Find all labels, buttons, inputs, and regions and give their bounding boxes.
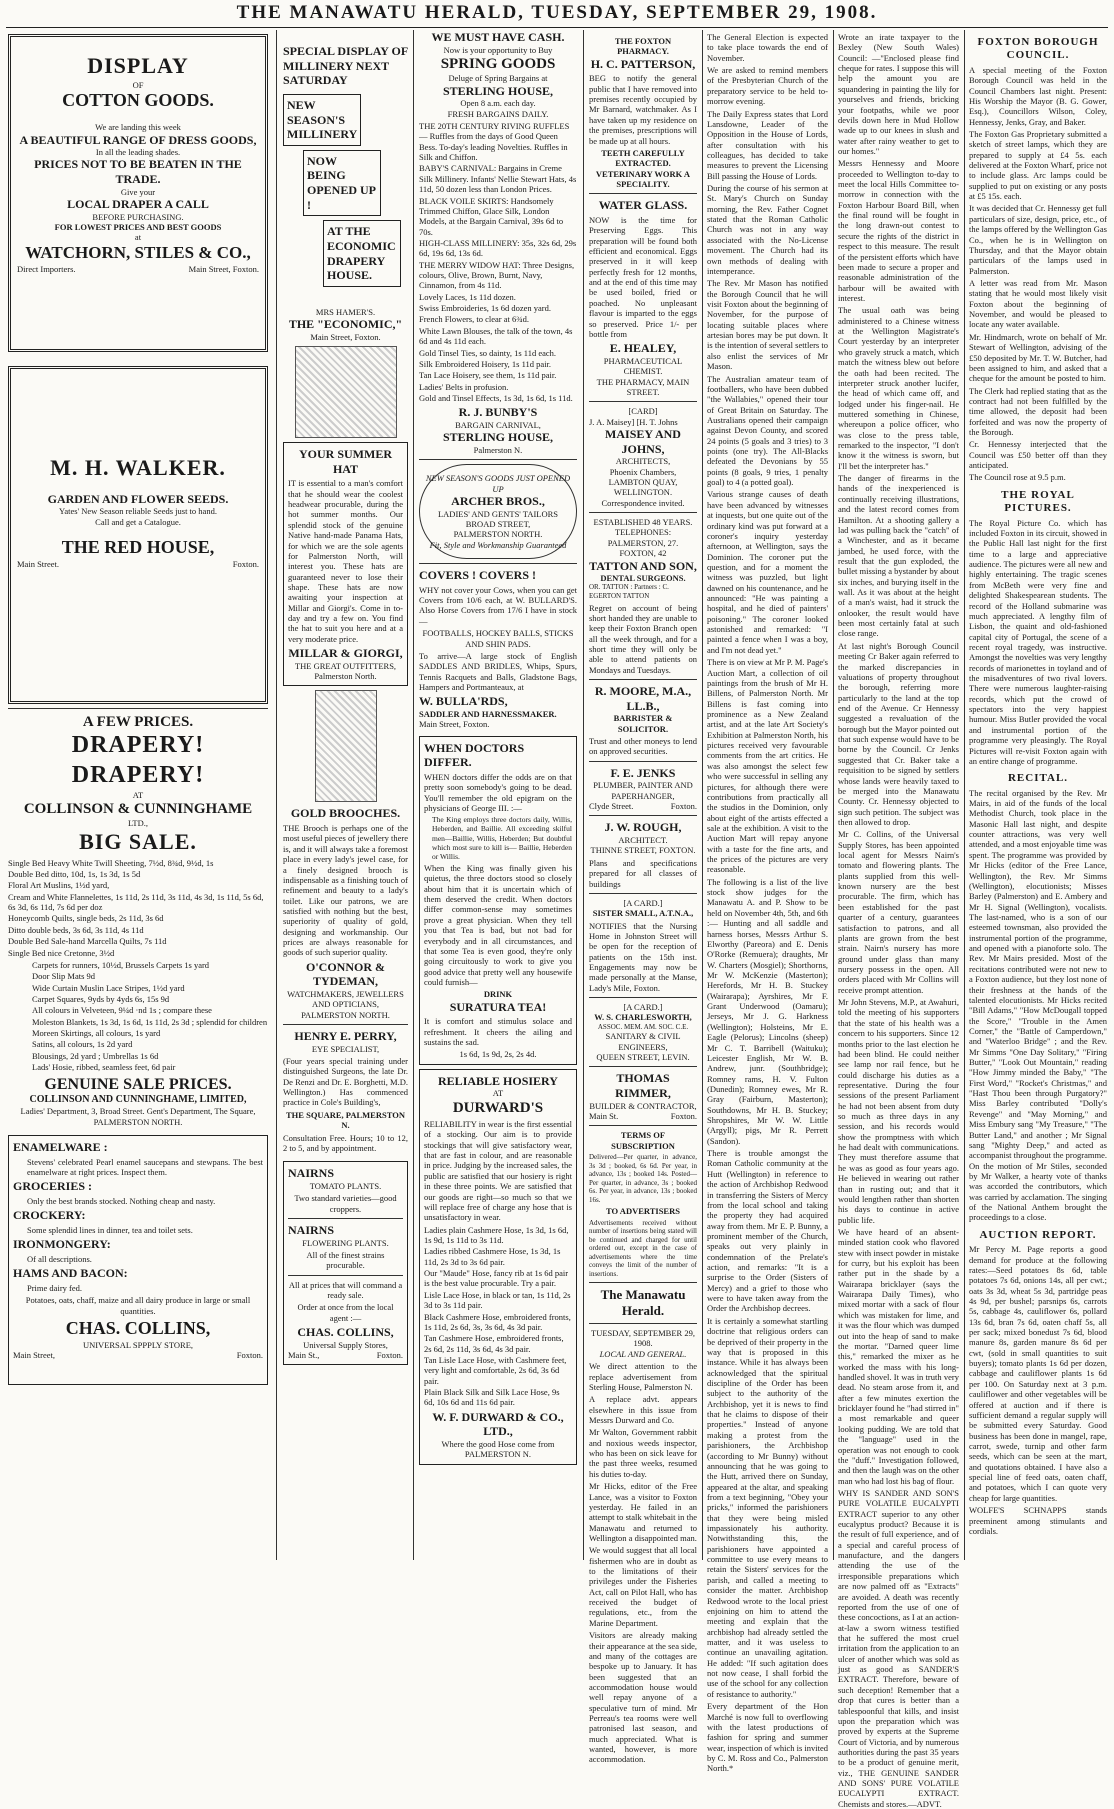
ad-cotton-line7: BEFORE PURCHASING.: [92, 211, 184, 222]
column-1: [8, 30, 268, 1560]
column-4: [589, 30, 697, 1765]
bargain-item: BABY'S CARNIVAL: Bargains in Creme Silk Millinery. Infants' Nellie Stewart Hats, 4s 11d, 50 dozen less than London Prices.: [419, 163, 577, 195]
ad-collinson-firm: COLLINSON & CUNNINGHAME: [23, 801, 253, 818]
millinery-mrs: MRS HAMER'S.: [315, 306, 376, 317]
archer-town: PALMERSTON NORTH.: [453, 529, 543, 540]
bargain-item: THE MERRY WIDOW HAT: Three Designs, colours, Olive, Brown, Burnt, Navy, Cinnamon, from 4s 11d.: [419, 259, 575, 291]
ad-walker-left: Main Street.: [17, 559, 60, 570]
column-7: [969, 30, 1107, 1560]
gold-firm: O'CONNOR & TYDEMAN,: [306, 959, 385, 989]
rough-text: Plans and specifications prepared for all classes of buildings: [589, 857, 697, 889]
price-item: Moleston Blankets, 1s 3d, 1s 6d, 1s 11d, 2s 3d ; splendid for children: [32, 1016, 268, 1027]
doctors-suratura: SURATURA TEA!: [449, 999, 547, 1014]
charles-sub2: SANITARY & CIVIL ENGINEERS,: [605, 1031, 681, 1052]
ad-collinson-items2: [8, 960, 268, 1073]
ad-collins-h5: HAMS AND BACON:: [13, 1266, 128, 1281]
ad-collinson-ltd: LTD.,: [128, 818, 148, 829]
healey-sub: PHARMACEUTICAL CHEMIST.: [603, 355, 683, 377]
news-paragraph: WHY IS SANDER AND SON'S PURE VOLATILE EUCALYPTI EXTRACT superior to any other eucalyptus product? Because it is the result of full experience, and of a special and careful process of manufacture, and the dangers attending the use of the irresponsible preparations which are now palmed off as "Extracts" are avoided. A death was recently reported from the use of one of these concoctions, as I at an action-at-law a sworn witness testified that he suffered the most cruel irritation from the application to an ulcer of another which was sold as just as good as SANDER'S EXTRACT. Therefore, beware of such deception! Remember that a drop that cures is better than a tablespoonful that kills, and insist upon the preparation which was proved by experts at the Supreme Court of Victoria, and by numerous authorities during the past 35 years to be a product of genuine merit, viz., THE GENUINE SANDER AND SONS' PURE VOLATILE EUCALYPTI EXTRACT. Chemists and stores.—ADVT.: [838, 1487, 959, 1809]
terms-text: Delivered—Per quarter, in advance, 3s 3d ; booked, 6s 6d. Per year, in advance, 13s ; booked 14s. Posted—Per quarter, in advance, 3s ; booked 6s. Per year, in advance, 13s ; booked 16s.: [589, 1153, 697, 1204]
news-paragraph: It is certainly a somewhat startling doctrine that religious orders can be deprived of their property in the way that is proposed in this instance. While it has always been acknowledged that the spiritual discipline of the Order has been subject to the authority of the Archbishop, yet it is news to find that he claims to dispose of their properties." Instead of anyone making a protest from the parishioners, the Archbishop (according to Mr Bunny) without announcing that he was going to the Hutt, arrived there on Sunday, appeared at the altar, and speaking from a text beginning, "Obey your pricks," informed the parishioners that they were being misled impassionately his authority. Notwithstanding this, the parishioners have appointed a committee to use every means to retain the Sisters' services for the parish, and called a meeting to consider the matter. Archbishop Redwood wrote to the local priest enjoining on him to attend the meeting and explain that the archbishop had already settled the matter, and it was useless to continue an unavailing agitation. He added: "If such agitation does not now cease, I shall forbid the use of the school for any collection of resistance to authority.": [707, 1315, 828, 1699]
small-name: SISTER SMALL, A.T.N.A.,: [592, 908, 694, 919]
small-card: [A CARD.]: [623, 897, 663, 908]
hat-title: YOUR SUMMER HAT: [299, 447, 392, 476]
bullard-name: W. BULLA'RDS,: [419, 694, 508, 709]
column-3: [419, 30, 577, 1560]
doctors-text: WHEN doctors differ the odds are on that pretty soon somebody's going to be dead. You'll remember the old epigram on the physicians of George III. :—: [424, 771, 572, 813]
ad-cotton-left: Direct Importers.: [17, 263, 76, 274]
bargain-item: HIGH-CLASS MILLINERY: 35s, 32s 6d, 29s 6d, 19s 6d, 13s 6d.: [419, 237, 577, 259]
council-paragraph: A letter was read from Mr. Mason stating that he would most likely visit Foxton about the beginning of November, and would be pleased to locate any water available.: [969, 278, 1107, 330]
pharmacy-title: THE FOXTON PHARMACY.: [614, 36, 672, 57]
covers-title: COVERS ! COVERS !: [419, 568, 537, 583]
patterson-text: BEG to notify the general public that I have removed into premises recently occupied by Mr Barnard, watchmaker. As I have taken up my residence on the premises, prescriptions will be made up at all hours.: [589, 73, 697, 146]
gold-text: THE Brooch is perhaps one of the most useful pieces of jewellery there is, and it will always take a foremost place in every lady's jewel case, for a finely designed brooch is indispensable as a finishing touch of refinement and beauty to a lady's toilet. Like our patrons, we are satisfied with nothing but the best, superiority of quality of gold, designing and workmanship. Our prices are always reasonable for goods of such superior quality.: [283, 823, 408, 958]
charles-addr: QUEEN STREET, LEVIN.: [596, 1052, 690, 1063]
price-item: Door Slip Mats 9d: [32, 971, 96, 982]
ad-cotton-line2: A BEAUTIFUL RANGE OF DRESS GOODS,: [19, 132, 257, 147]
hat-sub: THE GREAT OUTFITTERS,: [294, 660, 397, 671]
news-paragraph: We are asked to remind members of the Presbyterian Church of the preparatory service to be held to-morrow evening.: [707, 65, 828, 107]
water-text: NOW is the time for Preserving Eggs. This preparation will be found both efficient and economical. Eggs preserved in it will keep perfectly fresh for 12 months, and at the end of this time may be used boiled, fried or poached. No unpleasant flavour is imparted to the eggs so preserved. Price 1/- per bottle from: [589, 214, 697, 339]
ad-cotton-line3: In all the leading shades.: [95, 147, 181, 158]
archer-arc: NEW SEASON'S GOODS JUST OPENED UP: [425, 473, 571, 494]
perry-text: (Four years special training under distinguished Surgeons, the late Dr. De Renzi and Dr. E. Borghetti, M.D. Wellington.) Has commenced practice in Cole's Building's,: [283, 1056, 408, 1108]
news-paragraph: Various strange causes of death have been advanced by witnesses at inquests, but one quite out of the ordinary kind was put forward at a coroner's inquiry yesterday afternoon, at Wellington, says the Dominion. The coroner put the question, and for a moment the witness was puzzled, but light dawned on his countenance, and he announced: "He was painting a hospital, and he died of painters' poisoning." The coroner looked astonished and remarked: "I painted a fence when I was a boy, and I'm not dead yet.": [707, 489, 828, 655]
moore-name: R. MOORE, M.A., LL.B.,: [594, 684, 692, 713]
adv-text: Advertisements received without number of insertions being stated will be continued and charged for until ordered out, except in the case of advertisements where the time conveys the limit of the number of insertions.: [589, 1218, 697, 1278]
price-item: Double Bed Sale-hand Marcella Quilts, 7s 11d: [8, 936, 167, 947]
price-item: All colours in Velveteen, 9¼d ·nd 1s ; compare these: [32, 1005, 212, 1016]
gold-title: GOLD BROOCHES.: [290, 806, 401, 821]
jenks-sub: PLUMBER, PAINTER AND PAPERHANGER,: [593, 780, 693, 801]
moore-sub: BARRISTER & SOLICITOR.: [613, 713, 673, 734]
nairns-collins-sub: Universal Supply Stores,: [303, 1339, 388, 1350]
rimmer-sub: BUILDER & CONTRACTOR,: [589, 1100, 697, 1111]
ad-collins-store: UNIVERSAL SPPPLY STORE,: [82, 1339, 194, 1350]
news-paragraph: At last night's Borough Council meeting Cr Baker again referred to the marked discrepancies in valuations of property throughout the borough, referring more particularly to the land at the top end of the Avenue. Cr Hennessy suggested a revaluation of the borough but the Mayor pointed out that such expense would have to be borne by the Council. Cr Jenks suggested that Cr. Baker take a requisition to be signed by settlers whose lands were heavily taxed to be merged into the Manawatu County. Cr. Hennessy objected to sign such petition. The subject was then allowed to drop.: [838, 640, 959, 827]
ad-chas-collins: [8, 1135, 268, 1385]
sterling-cash: WE MUST HAVE CASH.: [431, 30, 565, 44]
millinery-box3: AT THE ECONOMIC DRAPERY HOUSE.: [323, 220, 401, 287]
healey-name: E. HEALEY,: [609, 341, 677, 356]
adv-title: TO ADVERTISERS: [606, 1206, 680, 1217]
jenks-left: Clyde Street.: [589, 801, 634, 812]
column-divider: [413, 30, 414, 1560]
herald-name: The Manawatu Herald.: [600, 1287, 686, 1319]
ad-collins-t2: Only the best brands stocked. Nothing cheap and nasty.: [27, 1195, 216, 1206]
sterling-opp: Now is your opportunity to Buy: [443, 44, 553, 55]
rimmer-right: Foxton.: [670, 1111, 697, 1122]
price-item: Cream and White Flannelettes, 1s 11d, 2s 11d, 3s 11d, 4s 3d, 1s 11d, 5s 6d, 6s 3d, 6s 11d, 7s 6d per doz: [8, 891, 264, 913]
bullard-sub: SADDLER AND HARNESSMAKER.: [419, 708, 557, 719]
masthead: THE MANAWATU HERALD, TUESDAY, SEPTEMBER 29, 1908.: [236, 2, 878, 23]
tatton-tele: TELEPHONES: PALMERSTON, 27. FOXTON, 42: [607, 527, 679, 559]
bunby-town: Palmerston N.: [473, 444, 523, 455]
ad-collinson-genuine: GENUINE SALE PRICES.: [44, 1075, 232, 1093]
schnapps-text: WOLFE'S SCHNAPPS stands preeminent among stimulants and cordials.: [969, 1505, 1107, 1536]
hat-town: Palmerston North.: [314, 671, 377, 682]
maisey-card: [CARD]: [628, 406, 658, 417]
archer-sub: LADIES' AND GENTS' TAILORS: [437, 508, 559, 519]
tatton-estab: ESTABLISHED 48 YEARS.: [593, 517, 693, 528]
hosiery-item: Lisle Lace Hose, in black or tan, 1s 11d, 2s 3d to 3s 11d pair.: [424, 1289, 571, 1311]
price-item: Carpet Squares, 9yds by 4yds 6s, 15s 9d: [32, 993, 170, 1004]
news-paragraph: The usual oath was being administered to a Chinese witness at the Wellington Magistrate's Court yesterday by an interpreter who gravely struck a match, which match the witness blew out before the oath had been recited. The interpreter struck another lucifer, the head of which came off, and lodged under his finger-nail. He muttered something in Chinese, whereupon a police officer, who was close to the press table, remarked to the inspector, "I don't know it the witness is sworn, but I'll bet the interpreter has.": [838, 305, 959, 471]
ad-walker: [8, 366, 268, 704]
price-item: Honeycomb Quilts, single beds, 2s 11d, 3s 6d: [8, 913, 164, 924]
maisey-names: J. A. Maisey] [H. T. Johns: [589, 416, 678, 427]
tatton-name: TATTON AND SON,: [589, 558, 697, 573]
rimmer-name: THOMAS RIMMER,: [615, 1071, 671, 1101]
archer-name: ARCHER BROS.,: [451, 494, 545, 509]
bunby-house: STERLING HOUSE,: [442, 430, 554, 445]
ad-cotton-line4: PRICES NOT TO BE BEATEN IN THE TRADE.: [34, 157, 242, 187]
auction-title: AUCTION REPORT.: [979, 1228, 1097, 1241]
council-paras: [969, 65, 1107, 483]
archer-ad: [419, 464, 577, 559]
news-paragraph: We have heard of an absent-minded station cook who flavored stew with insect powder in mistake for curry, but his exploit has been rather put in the shade by a Wairarapa bricklayer (says the Wairarapa Daily Times), who mixed mortar with a sack of flour which was mistaken for lime, and it was the flour which was dumped out into the heap of sand to make the mortar. "Darned queer lime this," remarked the mixer as he worked the mass with his long-handled shovel. It was in truth very dead. No steam arose from it, and after a few minutes exertion the bricklayer found he "had stirred in" a most remarkable and queer looking pudding. We are told that the "language" used in the operation was not enough to cook the "duff." Investigation followed, and then the laugh was on the other man who had lost his bag of flour.: [838, 1226, 959, 1486]
nairns1-sub: TOMATO PLANTS.: [309, 1180, 382, 1191]
small-text: NOTIFIES that the Nursing Home in Johnston Street will be open for the reception of patients on the 15th inst. Engagements may now be made personally at the Manse, Lady's Mile, Foxton.: [589, 920, 697, 993]
local-paras: [589, 1361, 697, 1765]
hosiery-at: AT: [492, 1088, 504, 1099]
bargain-item: French Flowers, to clear at 6¾d.: [419, 314, 529, 325]
ad-cotton-right: Main Street, Foxton.: [188, 263, 259, 274]
bargain-item: Gold Tinsel Ties, so dainty, 1s 11d each.: [419, 347, 557, 358]
bargain-item: THE 20TH CENTURY RIVING RUFFLES— Ruffles from the days of Good Queen Bess. To-day's leading Novelties. Ruffles in Silk and Chiffon.: [419, 120, 570, 163]
ad-collinson-top: A FEW PRICES.: [82, 714, 194, 730]
bargain-item: BLACK VOILE SKIRTS: Handsomely Trimmed Chiffon, Glace Silk, London Models, at the Bargain Carnival, 39s 6d to 70s.: [419, 195, 564, 237]
column-divider: [276, 30, 277, 1560]
price-item: Single Bed nice Cretonne, 3½d: [8, 947, 115, 958]
herald-date: TUESDAY, SEPTEMBER 29, 1908.: [591, 1328, 695, 1349]
hosiery-items: [424, 1225, 572, 1408]
recital-title: RECITAL.: [1007, 772, 1069, 785]
ad-cotton-line6: LOCAL DRAPER A CALL: [67, 197, 209, 212]
news-paragraph: Every department of the Hon Marché is now full to overflowing with the latest productions of fashion for spring and summer wear, inspection of which is invited by C. M. Ross and Co., Palmerston North.*: [707, 1701, 828, 1774]
millinery-addr: Main Street, Foxton.: [310, 331, 381, 342]
ad-collins-left: Main Street,: [13, 1350, 56, 1361]
doctors-verse: The King employs three doctors daily, Willis, Heberden, and Baillie. All exceeding skilful men—Baillie, Willis, Heberden; But doubtful which most sure to kill is— Baillie, Heberden or Willis.: [432, 815, 572, 861]
council-paragraph: The Council rose at 9.5 p.m.: [969, 472, 1066, 483]
hosiery-text: RELIABILITY in wear is the first essential of a stocking. Our aim is to provide stockings that will give satisfactory wear, that are fast in colour, and are reasonable in price. Judging by the increased sales, the public are satisfied that our hosiery is right in these three points. We are satisfied that our goods are right—so much so that we will replace free of charge any hose that is unsatisfactory in wear.: [424, 1119, 572, 1223]
bullard-addr: Main Street, Foxton.: [419, 719, 490, 730]
gold-sub: WATCHMAKERS, JEWELLERS AND OPTICIANS,: [287, 988, 404, 1010]
maisey-corr: Correspondence invited.: [601, 497, 685, 508]
column-divider: [583, 30, 584, 1560]
price-item: Floral Art Muslins, 1½d yard,: [8, 880, 110, 891]
news-paragraph: Mr Walton, Government rabbit and noxious weeds inspector, who has been on sick leave for the past three weeks, resumed his duties to-day.: [589, 1427, 697, 1479]
doctors-drink: DRINK: [483, 989, 513, 1000]
ad-collins-t3: Some splendid lines in dinner, tea and toilet sets.: [27, 1224, 193, 1235]
ad-walker-line1: GARDEN AND FLOWER SEEDS.: [47, 491, 229, 506]
gold-town: PALMERSTON NORTH.: [301, 1009, 390, 1020]
news-paragraph: Mr C. Collins, of the Universal Supply Stores, has been appointed local agent for Messrs Nairn's tomato and flowering plants. The plants supplied from this well-known nursery are the best procurable. The firm, which has been established for the past quarter of a century, guarantees satisfaction to patrons, and all plants are grown from the best strain. Nairn's nursery has more ground under glass than many nursery possess in the open. All orders placed with Mr Collins will receive prompt attention.: [838, 829, 959, 995]
recital-text: The recital organised by the Rev. Mr Mairs, in aid of the funds of the local Methodist Church, took place in the Masonic Hall last night, and despite counter attractions, was very well attended, and a most enjoyable time was spent. The programme was provided by Mr Hicks (editor of the Free Lance, Wellington), the Rev. Mr Simms (Wellington), elocutionists; Misses Barley (Palmerston) and E. Ambery and Mr H. Signal (Wellington), vocalists. The last-named, who is a son of our esteemed townsman, also provided the instrumental portion of the programme, and opened with a pianoforte solo. The Rev. Mr Mairs presided. Most of the recitations contributed were not new to a Foxton audience, but they lost none of their freshness at the hands of the talented elocutionists. Mr Hicks recited "Bill Adams," "How McDougall topped the Score," "Trouble in the Amen Corner," the "Battle of Camperdown," and "Waterloo Bridge" ; and the Rev. Mr Simms "One Day Solitary," "Firing Butter," "Look Out Mountain," reading "How Jimmy minded the Baby," "The First Word," "Rocket's Christmas," and "Hast Thou been through Purgatory?" Miss Barley contributed "Dolly's Revenge" and "May Morning," and Miss Embury sang "My Treasure," "The Butter Land," and another ; Mr Signal sang "Mighty Deep," and acted as accompanist throughout the programme. On the motion of Mr Stiles, seconded by Mr Walker, a hearty vote of thanks was accorded the contributors, which was carried by acclamation. The singing of the National Anthem brought the proceedings to a close.: [969, 787, 1107, 1223]
news-paragraph: Wrote an irate taxpayer to the Bexley (New South Wales) Council: —"Enclosed please find cheque for rates. I suppose this will help the amount you are squandering in painting the lily for yourselves and friends, bricking your footpaths, while we poor devils down here in Mud Hollow wade up to our knees in slush and water after rainy weather to get to our homes.": [838, 32, 959, 156]
ad-walker-line2: Yates' New Season reliable Seeds just to hand.: [59, 506, 217, 517]
tatton-partners: OR. TATTON : Partners : C. EGERTON TATTON: [589, 583, 669, 601]
patterson-name: H. C. PATTERSON,: [590, 56, 696, 71]
news-paragraph: The Australian amateur team of footballers, who have been dubbed "the Wallabies," opened their tour of Great Britain on Saturday. The Australians opened their campaign against Devon County, and scored 24 points (5 goals and 3 tries) to 3 points (one try). The All-Blacks defeated the Devonians by 55 points (8 goals, 9 tries, 1 penalty goal) to 4 (a potted goal).: [707, 373, 828, 488]
bunby-sub: BARGAIN CARNIVAL,: [455, 419, 541, 430]
millinery-box1: NEW SEASON'S MILLINERY: [283, 94, 361, 146]
price-item: Ditto double beds, 3s 6d, 3s 11d, 4s 11d: [8, 924, 144, 935]
perry-name: HENRY E. PERRY,: [294, 1029, 397, 1044]
news-paragraph: We would suggest that all local fishermen who are in doubt as to the limitations of their privileges under the Fisheries Act, call on Pilot Hall, who has received the budget of regulations, etc., from the Marine Department.: [589, 1545, 697, 1628]
perry-sub: EYE SPECIALIST,: [311, 1043, 380, 1054]
nairns-collins-right: Foxton.: [376, 1350, 403, 1361]
news-paras-5: [707, 32, 828, 1774]
bargain-item: Silk Embroidered Hoisery, 1s 11d pair.: [419, 358, 552, 369]
millinery-box2: NOW BEING OPENED UP !: [303, 150, 381, 217]
hat-text: IT is essential to a man's comfort that he should wear the coolest headwear procurable, during the hot summer months. Our splendid stock of the genuine Native hand-made Panama Hats, for which we are the sole agents for Palmerston North, will interest you. These hats are guaranteed never to lose their shape. These hats are now awaiting your inspection at Millar and Giorgi's. Come in to-day and try a few on. You find the hat to suit you here and at a very moderate price.: [288, 478, 403, 644]
archer-arc2: Fit, Style and Workmanship Guaranteed: [429, 539, 567, 550]
hosiery-title: RELIABLE HOSIERY: [438, 1073, 558, 1088]
tatton-text: Regret on account of being short handed they are unable to keep their Foxton Branch open all the week through, and for a short time they will only be able to attend patients on Mondays and Tuesdays.: [589, 602, 697, 675]
news-paragraph: The danger of firearms in the hands of the inexperienced is continually receiving illustrations, and the latest record comes from Hamilton. At a shooting gallery a lad was pulling back the "catch" of a Winchester, and as it became jambed, he used force, with the result that the gun exploded, the bullet missing a bystander by about six inches, and burying itself in the wall. As it was about at the height of a man's waist, had it struck the onlooker, the result would have been most certainly fatal at such close range.: [838, 473, 959, 639]
news-paragraph: There is trouble amongst the Roman Catholic community at the Hutt (Wellington) in reference to the action of Archbishop Redwood in transferring the Sisters of Mercy from the local school and taking the property they had acquired away from them. Mr E. P. Bunny, a prominent member of the Church, speaks out very plainly in condemnation of the Prelate's action, and remarks: "It is a surprise to the Order (Sisters of Mercy) and a grief to those who were to have taken away from the Order the Archbishop decrees.: [707, 1148, 828, 1314]
news-paragraph: There is on view at Mr P. M. Page's Auction Mart, a collection of oil paintings from the brush of Mr H. Billens, of Palmerston North. Mr Billens is fast coming into prominence as a New Zealand artist, and at the late Art Society's Exhibition at Palmerston North, his pictures received very favourable comments from the art critics. He was also amongst the select few who were successful in selling any pictures, for although there were contributions from practically all the studios in the Dominion, only about eight of the artists effected a sale at the exhibition. A visit to the Auction Mart will repay anyone with a taste for the fine arts, and the prices of the pictures are very reasonable.: [707, 657, 828, 875]
durward-foot: Where the good Hose come from PALMERSTON N.: [441, 1439, 555, 1460]
hosiery-item: Ladies ribbed Cashmere Hose, 1s 3d, 1s 11d, 2s 3d to 3s 6d pair.: [424, 1246, 561, 1267]
auction-text: Mr Percy M. Page reports a good demand for produce at the following rates:—Seed potatoes 8s 6d, table potatoes 7s 6d, onions 14s, all per cwt.; oats 3s 3d, wheat 5s 3d, partridge peas 4s 9d, per bushel; parsnips 6s, carrots 5s, cabbage 4s, cauliflower 6s, pollard 13s 6d, bran 7s 6d, oaten chaff 5s, all per sack; mixed bonedust 7s 6d, blood manure 8s, garden manure 8s 6d per cwt, (sold in small quantities to suit buyers); tomato plants 1s 6d per dozen, cabbage and cauliflower plants 1s 6d per 100. On Saturday next at 3 p.m. cauliflower and other vegetables will be offered at auction and if there is sufficient demand a regular supply will be submitted every Saturday. Good business has been done in mangel, rape, carrot, swede, turnip and other farm seeds, which can be seen at the mart, and quotations obtained. I have also a special line of feed oats, oaten chaff, and potatoes, which I can quote very cheap for large quantities.: [969, 1244, 1107, 1503]
ad-cotton-title1: DISPLAY: [87, 53, 189, 78]
price-item: Single Bed Heavy White Twill Sheeting, 7½d, 8¾d, 9½d, 1s: [8, 857, 214, 868]
news-paragraph: During the course of his sermon at St. Mary's Church on Sunday morning, the Rev. Father Cognet stated that the Roman Catholic Church was not in any way associated with the No-License movement. The Church had its own methods of dealing with intemperance.: [707, 183, 828, 276]
bargain-item: Swiss Embroideries, 1s 6d dozen yard.: [419, 303, 551, 314]
terms-title: TERMS OF SUBSCRIPTION: [611, 1130, 675, 1151]
ad-cotton-at: at: [134, 232, 142, 243]
rough-sub: ARCHITECT.: [618, 835, 668, 846]
ad-cotton-of: OF: [132, 79, 144, 90]
hat-firm: MILLAR & GIORGI,: [288, 646, 403, 661]
maisey-addr: Phoenix Chambers, LAMBTON QUAY, WELLINGTON.: [608, 466, 678, 498]
council-paragraph: It was decided that Cr. Hennessy get full particulars of size, design, price, etc., of the lamps offered by the Wellington Gas Co., when he is in Wellington on Thursday, and that the Mayor obtain particulars of the lamps used in Palmerston.: [969, 203, 1107, 276]
rough-addr: THINNE STREET, FOXTON.: [590, 845, 696, 856]
ad-walker-house: THE RED HOUSE,: [61, 537, 215, 558]
covers-text: WHY not cover your Cows, when you can get Covers from 10/6 each, at W. BULLARD'S. Also Horse Covers from 17/6 I have in stock—: [419, 584, 577, 626]
nairns-collins: CHAS. COLLINS,: [297, 1325, 394, 1340]
ad-cotton-line5: Give your: [120, 186, 156, 197]
millinery-economic: THE "ECONOMIC,": [288, 317, 403, 332]
ad-collinson-at: AT: [132, 789, 144, 800]
ad-collins-t5: Prime dairy fed.: [27, 1282, 82, 1293]
bargain-item: Lovely Laces, 1s 11d dozen.: [419, 291, 516, 302]
ad-collinson-firm2: COLLINSON AND CUNNINGHAME, LIMITED,: [29, 1094, 247, 1106]
news-paragraph: The General Election is expected to take place towards the end of November.: [707, 32, 828, 63]
nairns2: NAIRNS: [288, 1222, 335, 1237]
local-title: LOCAL AND GENERAL.: [599, 1348, 687, 1359]
ad-collinson-town: PALMERSTON NORTH.: [93, 1116, 183, 1127]
tatton-sub: DENTAL SURGEONS.: [600, 573, 686, 584]
rough-name: J. W. ROUGH,: [604, 820, 682, 835]
price-item: Blousings, 2d yard ; Umbrellas 1s 6d: [32, 1050, 159, 1061]
sterling-items: [419, 121, 577, 403]
ad-collins-h4: IRONMONGERY:: [13, 1237, 111, 1252]
bargain-item: Tan Lace Hoisery, see them, 1s 11d pair.: [419, 370, 557, 381]
healey-addr: THE PHARMACY, MAIN STREET.: [596, 376, 690, 397]
hosiery-item: Tan Lisle Lace Hose, with Cashmere feet, very light and comfortable, 2s 6d, 3s 6d pair.: [424, 1354, 567, 1386]
ad-collinson: [8, 713, 268, 1133]
news-paragraph: A replace advt. appears elsewhere in this issue from Messrs Durward and Co.: [589, 1394, 697, 1425]
council-paragraph: The Foxton Gas Proprietary submitted a sketch of street lamps, which they are prepared to supply at £4 5s. each delivered at the Foxton Wharf, price not to include glass. Arc lamps could be supplied to put on existing or any posts at £5 15s. each.: [969, 128, 1107, 202]
man-with-hat-illustration: [295, 346, 397, 438]
ad-collins-t1: Stevens' celebrated Pearl enamel saucepans and stewpans. The best enamelware at right prices. Inspect them.: [27, 1156, 263, 1177]
charles-card: [A CARD.]: [623, 1002, 663, 1013]
hosiery-item: Ladies plain Cashmere Hose, 1s 3d, 1s 6d, 1s 9d, 1s 11d to 3s 11d.: [424, 1224, 569, 1245]
news-paragraph: Messrs Hennessy and Moore proceeded to Wellington to-day to meet the local Hills Committee to-morrow in connection with the Foxton Harbour Board Bill, when the final round will be fought in the long drawn-out contest to secure the rights of the district in respect to this measure. The result of the persistent efforts which have been made to secure a proper and reasonable administration of the harbour will be awaited with interest.: [838, 158, 959, 303]
price-item: Satins, all colours, 1s 2d yard: [32, 1039, 133, 1050]
nairns2-text: All of the finest strains procurable.: [306, 1249, 385, 1271]
ad-cotton-line8: FOR LOWEST PRICES AND BEST GOODS: [54, 222, 222, 233]
nairns-prices: All at prices that will command a ready sale.: [288, 1279, 403, 1301]
ad-cotton-goods: [8, 34, 268, 352]
hosiery-item: Black Cashmere Hose, embroidered fronts, 1s 11d, 2s 6d, 3s, 3s 6d, 4s 3d pair.: [424, 1311, 571, 1332]
ad-walker-name: M. H. WALKER.: [50, 455, 226, 480]
ad-cotton-firm: WATCHORN, STILES & CO.,: [25, 242, 251, 262]
ad-collins-h2: GROCERIES :: [13, 1179, 93, 1194]
patterson-teeth: TEETH CAREFULLY EXTRACTED.: [601, 147, 685, 169]
ad-walker-line3: Call and get a Catalogue.: [95, 516, 181, 527]
news-paragraph: Visitors are already making their appearance at the sea side, and many of the cottages are bespoke up to January. It has been suggested that an accommodation house would well repay anyone of a speculative turn of mind. Mr Perreau's tea rooms were well patronised last season, and much appreciated. What is wanted, however, is more accommodation.: [589, 1630, 697, 1765]
maisey-sub: ARCHITECTS,: [615, 456, 671, 467]
nairns-order: Order at once from the local agent :—: [297, 1302, 394, 1323]
news-paragraph: The Daily Express states that Lord Lansdowne, Leader of the Opposition in the House of Lords, after consultation with his colleagues, has decided to take measures to prevent the Licensing Bill passing the House of Lords.: [707, 108, 828, 181]
brooch-illustration: [315, 690, 377, 802]
bunby-name: R. J. BUNBY'S: [458, 405, 538, 420]
doctors-sura-price: 1s 6d, 1s 9d, 2s, 2s 4d.: [459, 1049, 537, 1060]
perry-hours: Consultation Free. Hours; 10 to 12, 2 to 5, and by appointment.: [283, 1132, 408, 1153]
column-divider: [702, 30, 703, 1560]
bargain-item: White Lawn Blouses, the talk of the town, 4s 6d and 4s 11d each.: [419, 325, 573, 347]
durward-firm: W. F. DURWARD & CO., LTD.,: [432, 1409, 564, 1439]
charles-name: W. S. CHARLESWORTH,: [594, 1012, 692, 1023]
millinery-special: SPECIAL DISPLAY OF MILLINERY NEXT SATURDAY: [283, 44, 408, 88]
council-title: FOXTON BOROUGH COUNCIL.: [977, 36, 1099, 62]
column-2: [283, 30, 408, 1560]
doctors-title: WHEN DOCTORS DIFFER.: [424, 740, 525, 770]
news-paragraph: Mr Hicks, editor of the Free Lance, was a visitor to Foxton yesterday. He failed in an attempt to stalk whitebait in the Manawatu and returned to Wellington a disappointed man.: [589, 1481, 697, 1543]
nairns1-text: Two standard varieties—good croppers.: [294, 1193, 397, 1214]
news-paragraph: We direct attention to the replace advertisement from Sterling House, Palmerston N.: [589, 1361, 697, 1392]
price-item: Moreen Skirtings, all colours, 1s yard: [32, 1028, 161, 1039]
ad-collins-t4: Of all descriptions.: [27, 1253, 92, 1264]
ad-collinson-addr: Ladies' Department, 3, Broad Street. Gent's Department, The Square,: [20, 1106, 256, 1117]
price-item: Carpets for runners, 10½d, Brussels Carpets 1s yard: [32, 959, 210, 970]
ad-cotton-line1: We are landing this week: [95, 122, 181, 133]
news-paras-6: [838, 32, 959, 1809]
covers-arrive: To arrive—A large stock of English SADDLES AND BRIDLES, Whips, Spurs, Tennis Racquets and Balls, Gladstone Bags, Hampers and Portmanteaux, at: [419, 650, 577, 692]
nairns-collins-left: Main St.,: [288, 1350, 320, 1361]
sterling-deluge: Deluge of Spring Bargains at: [448, 73, 548, 84]
sterling-fresh: FRESH BARGAINS DAILY.: [447, 108, 549, 119]
ad-collins-h1: ENAMELWARE :: [13, 1140, 108, 1154]
ad-walker-right: Foxton.: [232, 559, 259, 570]
pictures-text: The Royal Picture Co. which has included Foxton in its circuit, showed in the Public Hall last night for the first time to a large and appreciative audience. The pictures were all new and highly entertaining. The tragic scenes from McBeth were very fine and delighted Shakespearean students. The record of the Holland submarine was much appreciated. A lengthy film of Lisbon, the quaint and old-fashioned capital city of Portugal, the scene of a recent royal tragedy, was instructive. Amongst the novelties was very lengthy records of marionettes in toyland and of the misadventures of two rival lovers. There were numerous laughter-raising records, which put the crowd of spectators into the very happiest humour. Miss Butler provided the vocal and instrumental portion of the programme very pleasingly. The Royal Pictures will re-visit Foxton again with an entire change of programme.: [969, 517, 1107, 766]
bargain-item: Ladies' Belts in profusion.: [419, 381, 509, 392]
hosiery-item: Plain Black Silk and Silk Lace Hose, 9s 6d, 10s 6d and 11s 6d pair.: [424, 1387, 560, 1408]
column-divider: [964, 30, 965, 1560]
charles-sub: ASSOC. MEM. AM. SOC. C.E.: [597, 1022, 689, 1031]
ad-collinson-title: DRAPERY! DRAPERY!: [71, 732, 205, 788]
price-item: Lads' Hosie, ribbed, seamless feet, 6d pair: [32, 1062, 176, 1073]
masthead-rule: [6, 27, 1108, 28]
sterling-open: Open 8 a.m. each day.: [460, 98, 536, 109]
price-item: Wide Curtain Muslin Lace Stripes, 1½d yard: [32, 982, 185, 993]
nairns2-sub: FLOWERING PLANTS.: [302, 1237, 389, 1248]
jenks-name: F. E. JENKS: [610, 765, 676, 780]
rimmer-left: Main St.: [589, 1111, 619, 1122]
covers-items: FOOTBALLS, HOCKEY BALLS, STICKS AND SHIN PADS.: [422, 628, 574, 649]
ad-collinson-sale: BIG SALE.: [79, 828, 197, 854]
ad-cotton-title2: COTTON GOODS.: [62, 90, 214, 111]
moore-text: Trust and other moneys to lend on approved securities.: [589, 736, 697, 757]
maisey-name: MAISEY AND JOHNS,: [605, 427, 681, 456]
hosiery-item: Tan Cashmere Hose, embroidered fronts, 2s 6d, 2s 11d, 3s 6d, 4s 3d pair.: [424, 1333, 564, 1354]
hosiery-item: Our "Maude" Hose, fancy rib at 1s 6d pair is the best value procurable. Try a pair.: [424, 1268, 569, 1289]
news-paragraph: The Rev. Mr Mason has notified the Borough Council that he will visit Foxton about the beginning of November, for the purpose of locating suitable places where artesian bores may be put down. It is the intention of several settlers to also enlist the services of Mr Mason.: [707, 278, 828, 372]
water-title: WATER GLASS.: [598, 198, 688, 213]
council-paragraph: Cr. Hennessy interjected that the Council was £50 better off than they anticipated.: [969, 439, 1107, 471]
news-paragraph: Mr John Stevens, M.P., at Awahuri, told the meeting of his supporters that the state of his health was a concern to his supporters. Since 12 months prior to the last election he had been blind. He could neither see lamp nor rail fence, but he could discharge his duties as a representative. During the four sessions of the present Parliament he had not been absent from duty so much as three days in any session, and his records would show the promptness with which he had dealt with communications. They must therefore assume that he was as good as four years ago. He believed in wearing out rather than in rusting out; and that it would lengthen rather than shorten his days to continue in active public life.: [838, 997, 959, 1225]
sterling-house: STERLING HOUSE,: [442, 83, 554, 98]
ad-collins-h3: CROCKERY:: [13, 1208, 86, 1223]
doctors-text2: When the King was finally given his quietus, the three doctors stood so closely about him that it is uncertain which of them deserved the credit. When doctors differ common-sense may sometimes prove a great physician. When they tell you that Tea is bad, but not bad for everybody and in all circumstances, and that some Tea is even good, they're only going circuitously to work to give you good advice that pretty well any housewife could furnish—: [424, 863, 572, 987]
ad-collins-t6: Potatoes, oats, chaff, maize and all dairy produce in large or small quantities.: [25, 1295, 251, 1316]
bargain-item: Gold and Tinsel Effects, 1s 3d, 1s 6d, 1s 11d.: [419, 392, 573, 403]
ad-collinson-items: [8, 858, 268, 958]
council-paragraph: A special meeting of the Foxton Borough Council was held in the Council Chambers last night. Present: His Worship the Mayor (B. G. Gower, Esq.), Councillors Wilson, Coley, Hennessy, Jenks, Gray, and Baker.: [969, 64, 1107, 127]
council-paragraph: Mr. Hindmarch, wrote on behalf of Mr. Stewart of Wellington, advising of the £50 deposited by Mr. T. W. Butcher, had been assigned to him, and asked that a cheque for the amount be posted to him.: [969, 331, 1107, 384]
column-divider: [833, 30, 834, 1560]
column-6: [838, 30, 959, 1809]
nairns1: NAIRNS: [288, 1166, 335, 1181]
ad-collins-right: Foxton.: [236, 1350, 263, 1361]
sterling-spring: SPRING GOODS: [440, 55, 556, 72]
archer-addr: BROAD STREET,: [465, 519, 531, 529]
doctors-sura-text: It is comfort and stimulus solace and refreshment. It cheers the ailing and sustains the sad.: [424, 1016, 572, 1048]
column-5: [707, 30, 828, 1774]
council-paragraph: The Clerk had replied stating that as the contract had not been fulfilled by the time allowed, the deposit had been forfeited and was now the property of the Borough.: [969, 385, 1107, 438]
hosiery-durward: DURWARD'S: [452, 1099, 544, 1116]
news-paragraph: The following is a list of the live stock show judges for the Manawatu A. and P. Show to be held on November 4th, 5th, and 6th :— Hunting and all saddle and harness horses, Messrs Arthur S. Elworthy (Pareora) and E. Denis O'Rorke (Remuera); draughts, Mr W. Charters (Mosgiel); Shorthorns, Mr W. McKenzie (Masterton); Herefords, Mr H. B. Stuckey (Wairarapa); Ayrshires, Mr F. Grant Underwood (Oamaru); Jerseys, Mr J. G. Harkness (Wellington); Holsteins, Mr E. Eagle (Pelorus); Lincolns (sheep) Mr C. T. Barribell (Waituku); Leicester English, Mr W. B. Andrew, junr. (Southbridge); Romney rams, H. V. Fulton (Dunedin); Romney ewes, Mr R. Gray (Fairburn, Masterton); Southdowns, Mr H. B. Stuckey; Shropshires, Mr W. W. Little (Argyll); pigs, Mr R. Perrett (Sandon).: [707, 876, 828, 1146]
price-item: Double Bed ditto, 10d, 1s, 1s 3d, 1s 5d: [8, 869, 141, 880]
jenks-right: Foxton.: [670, 801, 697, 812]
pictures-title: THE ROYAL PICTURES.: [1001, 488, 1075, 515]
perry-addr: THE SQUARE, PALMERSTON N.: [286, 1109, 405, 1131]
ad-collins-firm: CHAS. COLLINS,: [65, 1318, 211, 1338]
patterson-vet: VETERINARY WORK A SPECIALITY.: [595, 168, 691, 189]
